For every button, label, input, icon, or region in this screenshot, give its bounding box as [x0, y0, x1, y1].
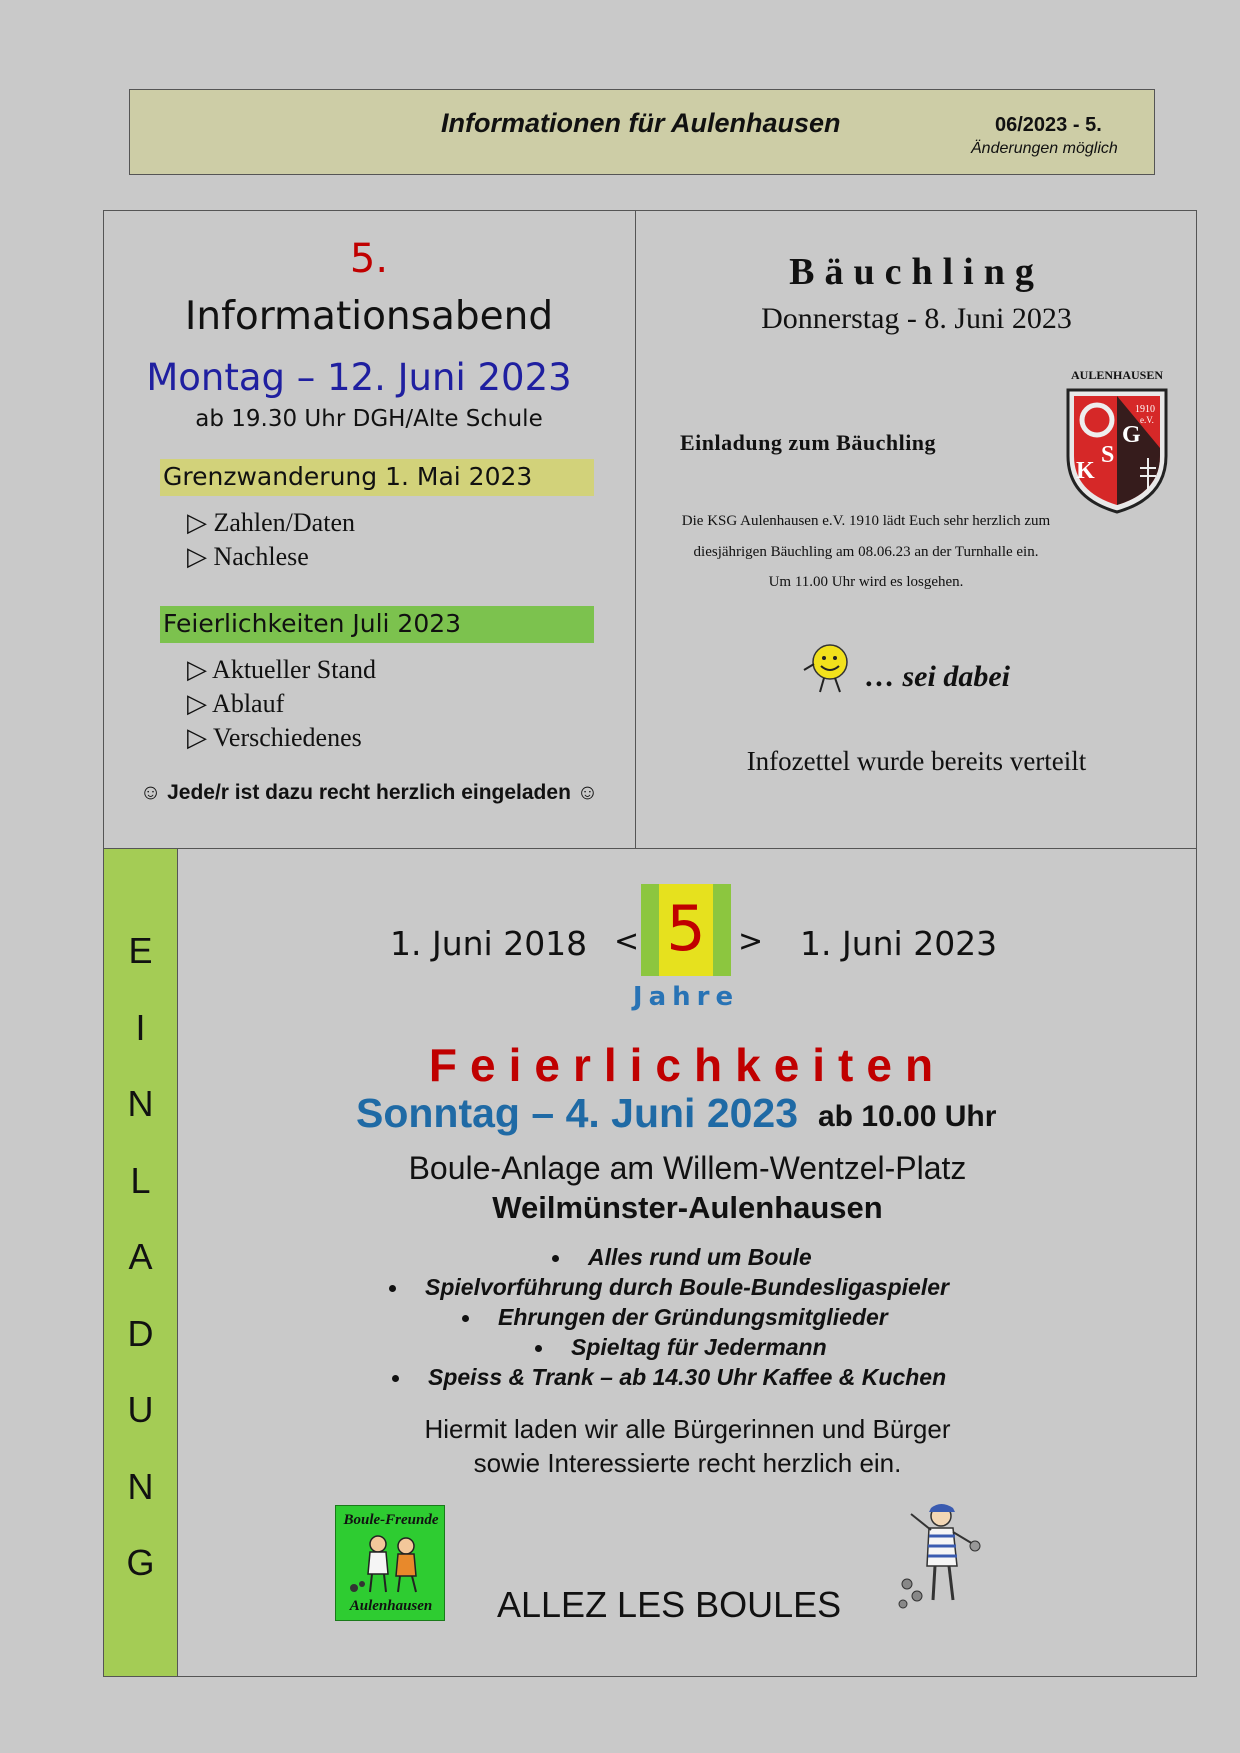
anniversary-start-date: 1. Juni 2018 — [390, 924, 588, 963]
list-bullet — [535, 1345, 542, 1352]
topic2-item: ▷ Aktueller Stand — [187, 655, 376, 684]
invite-line: ☺ Jede/r ist dazu recht herzlich eingeladen ☺ — [139, 781, 599, 804]
info-evening-date: Montag – 12. Juni 2023 — [146, 356, 572, 399]
list-bullet — [552, 1255, 559, 1262]
jahre-label: Jahre — [632, 982, 740, 1012]
sidebar-letter: L — [130, 1160, 151, 1201]
program-item: Spielvorführung durch Boule-Bundesligaspieler — [425, 1274, 949, 1300]
ksg-logo-letter: G — [1122, 422, 1141, 448]
list-bullet — [389, 1285, 396, 1292]
program-item: Spieltag für Jedermann — [571, 1334, 827, 1360]
topic1-item: ▷ Zahlen/Daten — [187, 508, 355, 537]
boule-freunde-logo-place: Aulenhausen — [349, 1598, 433, 1614]
sidebar-letter: N — [127, 1466, 154, 1507]
topic1-item: ▷ Nachlese — [187, 542, 309, 571]
sidebar-letter: G — [126, 1542, 155, 1583]
list-bullet — [462, 1315, 469, 1322]
baeuchling-date: Donnerstag - 8. Juni 2023 — [761, 302, 1072, 335]
header-banner — [129, 89, 1155, 175]
celebration-town: Weilmünster-Aulenhausen — [492, 1190, 883, 1225]
sidebar-letter: N — [127, 1083, 154, 1124]
list-bullet — [392, 1375, 399, 1382]
sidebar-letter: I — [135, 1007, 146, 1048]
greater-than-sign: > — [738, 924, 764, 959]
ksg-shield-icon — [1062, 386, 1172, 516]
boule-players-icon — [346, 1532, 436, 1596]
anniversary-end-date: 1. Juni 2023 — [800, 924, 998, 963]
ksg-logo-ev: e.V. — [1140, 415, 1154, 425]
program-item: Ehrungen der Gründungsmitglieder — [498, 1304, 888, 1330]
sei-dabei: … sei dabei — [865, 660, 1010, 693]
celebration-date: Sonntag – 4. Juni 2023 — [356, 1090, 799, 1136]
sidebar-letter: E — [128, 930, 153, 971]
info-evening-title: Informationsabend — [184, 294, 554, 339]
sidebar-letter: D — [127, 1313, 154, 1354]
boule-freunde-logo — [335, 1505, 445, 1621]
topic1-title: Grenzwanderung 1. Mai 2023 — [163, 462, 533, 491]
slogan: ALLEZ LES BOULES — [497, 1584, 842, 1625]
ksg-logo-letter: K — [1076, 458, 1095, 484]
issue-number: 06/2023 - 5. — [995, 114, 1102, 136]
row-divider — [103, 848, 1197, 849]
celebration-time: ab 10.00 Uhr — [818, 1100, 997, 1133]
ksg-logo-letter: S — [1101, 442, 1115, 468]
change-note: Änderungen möglich — [971, 140, 1118, 157]
sidebar-letter: A — [128, 1236, 153, 1277]
ksg-text-line: diesjährigen Bäuchling am 08.06.23 an der Turnhalle ein. — [693, 544, 1039, 560]
program-item: Alles rund um Boule — [588, 1244, 812, 1270]
smiley-icon — [800, 640, 854, 696]
five-years-number: 5 — [666, 892, 706, 965]
closing-line: Hiermit laden wir alle Bürgerinnen und Bürger — [424, 1414, 951, 1444]
boule-player-icon — [893, 1500, 993, 1618]
ksg-text-line: Um 11.00 Uhr wird es losgehen. — [768, 574, 964, 590]
baeuchling-invitation: Einladung zum Bäuchling — [680, 430, 937, 455]
topic2-item: ▷ Verschiedenes — [187, 723, 362, 752]
baeuchling-title: Bäuchling — [789, 251, 1044, 293]
celebration-location: Boule-Anlage am Willem-Wentzel-Platz — [408, 1150, 967, 1186]
less-than-sign: < — [614, 924, 640, 959]
info-evening-time: ab 19.30 Uhr DGH/Alte Schule — [195, 406, 543, 432]
infozettel-note: Infozettel wurde bereits verteilt — [746, 746, 1087, 776]
info-evening-number: 5. — [349, 236, 389, 282]
topic2-title: Feierlichkeiten Juli 2023 — [163, 609, 462, 638]
celebration-title: Feierlichkeiten — [428, 1039, 947, 1091]
header-title: Informationen für Aulenhausen — [441, 108, 841, 138]
ksg-logo-caption: AULENHAUSEN — [1070, 368, 1163, 382]
ksg-logo-year: 1910 — [1135, 404, 1155, 415]
program-item: Speiss & Trank – ab 14.30 Uhr Kaffee & Kuchen — [428, 1364, 947, 1390]
sidebar-letter: U — [127, 1389, 154, 1430]
boule-freunde-logo-title: Boule-Freunde — [343, 1512, 439, 1528]
ksg-text-line: Die KSG Aulenhausen e.V. 1910 lädt Euch sehr herzlich zum — [681, 513, 1051, 529]
topic2-item: ▷ Ablauf — [187, 689, 285, 718]
closing-line: sowie Interessierte recht herzlich ein. — [473, 1448, 902, 1478]
